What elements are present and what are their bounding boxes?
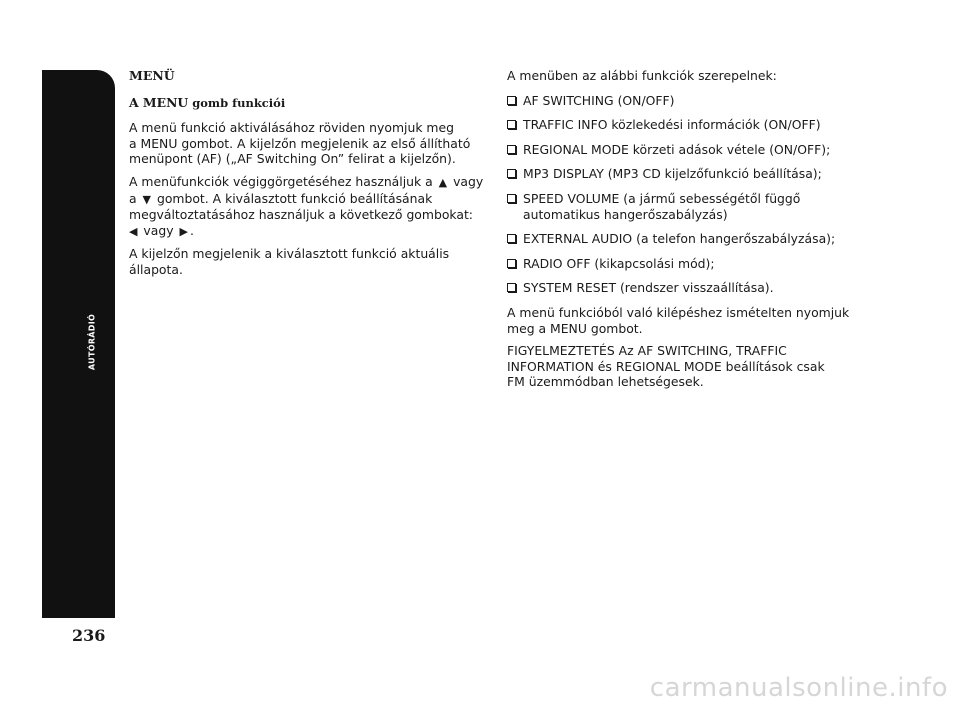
list-item <box>507 280 877 296</box>
text-fragment: vagy <box>139 222 178 238</box>
list-item <box>507 256 877 272</box>
text-line: A kijelzőn megjelenik a kiválasztott funkció aktuális <box>129 246 450 262</box>
checkbox-bullet-icon <box>507 234 516 243</box>
arrow-left-icon: ◀ <box>129 224 138 238</box>
page-number: 236 <box>72 626 106 645</box>
text-line <box>129 191 489 208</box>
item-text: SPEED VOLUME (a jármű sebességétől függő <box>523 190 801 206</box>
checkbox-bullet-icon <box>507 169 516 178</box>
paragraph-display <box>129 246 489 277</box>
arrow-right-icon: ▶ <box>179 224 188 238</box>
subtitle-menu: A MENU <box>129 94 189 110</box>
text-fragment: vagy <box>449 173 484 189</box>
text-line: megváltoztatásához használjuk a következő gombokat: <box>129 207 473 223</box>
list-item <box>507 117 877 133</box>
watermark: carmanualsonline.info <box>649 673 948 703</box>
section-subtitle <box>129 95 489 112</box>
list-item <box>507 166 877 182</box>
text-line: állapota. <box>129 261 183 277</box>
checkbox-bullet-icon <box>507 96 516 105</box>
arrow-down-icon: ▼ <box>142 192 152 206</box>
checkbox-bullet-icon <box>507 259 516 268</box>
item-text: TRAFFIC INFO közlekedési információk (ON/OFF) <box>523 117 821 133</box>
text-fragment: A menüfunkciók végiggörgetéséhez használjuk a <box>129 173 437 189</box>
item-text: REGIONAL MODE körzeti adások vétele (ON/OFF); <box>523 141 831 157</box>
paragraph-navigation <box>129 174 489 239</box>
text-line: A menü funkció aktiválásához röviden nyomjuk meg <box>129 120 454 136</box>
arrow-up-icon: ▲ <box>438 175 448 189</box>
section-title: MENÜ <box>129 68 175 83</box>
item-text: automatikus hangerőszabályzás) <box>523 206 728 222</box>
checkbox-bullet-icon <box>507 283 516 292</box>
right-column <box>507 68 877 397</box>
side-tab <box>42 70 115 618</box>
text-line <box>129 223 489 240</box>
checkbox-bullet-icon <box>507 120 516 129</box>
item-text: SYSTEM RESET (rendszer visszaállítása). <box>523 280 774 296</box>
side-tab-label: AUTÓRÁDIÓ <box>87 313 97 371</box>
text-line: FM üzemmódban lehetségesek. <box>507 374 704 390</box>
left-column <box>129 68 489 285</box>
text-line: INFORMATION és REGIONAL MODE beállítások csak <box>507 358 825 374</box>
item-text: AF SWITCHING (ON/OFF) <box>523 92 675 108</box>
checkbox-bullet-icon <box>507 145 516 154</box>
text-fragment: gombot. A kiválasztott funkció beállításának <box>153 190 433 206</box>
paragraph-warning <box>507 343 877 390</box>
text-line: FIGYELMEZTETÉS Az AF SWITCHING, TRAFFIC <box>507 343 787 359</box>
list-item <box>507 191 877 222</box>
checkbox-bullet-icon <box>507 194 516 203</box>
list-intro: A menüben az alábbi funkciók szerepelnek: <box>507 68 777 83</box>
list-item <box>507 142 877 158</box>
paragraph-activation <box>129 120 489 167</box>
item-text: MP3 DISPLAY (MP3 CD kijelzőfunkció beállítása); <box>523 166 822 182</box>
text-fragment: . <box>189 222 194 238</box>
subtitle-rest: gomb funkciói <box>188 95 286 110</box>
item-text: EXTERNAL AUDIO (a telefon hangerőszabályzása); <box>523 231 836 247</box>
text-fragment: a <box>129 190 141 206</box>
text-line: menüpont (AF) („AF Switching On” felirat a kijelzőn). <box>129 151 456 167</box>
text-line: a MENU gombot. A kijelzőn megjelenik az első állítható <box>129 135 471 151</box>
list-item <box>507 93 877 109</box>
item-text: RADIO OFF (kikapcsolási mód); <box>523 255 715 271</box>
text-line: meg a MENU gombot. <box>507 320 643 336</box>
paragraph-exit <box>507 305 877 336</box>
list-item <box>507 231 877 247</box>
text-line: A menü funkcióból való kilépéshez ismételten nyomjuk <box>507 304 850 320</box>
text-line <box>129 174 489 191</box>
